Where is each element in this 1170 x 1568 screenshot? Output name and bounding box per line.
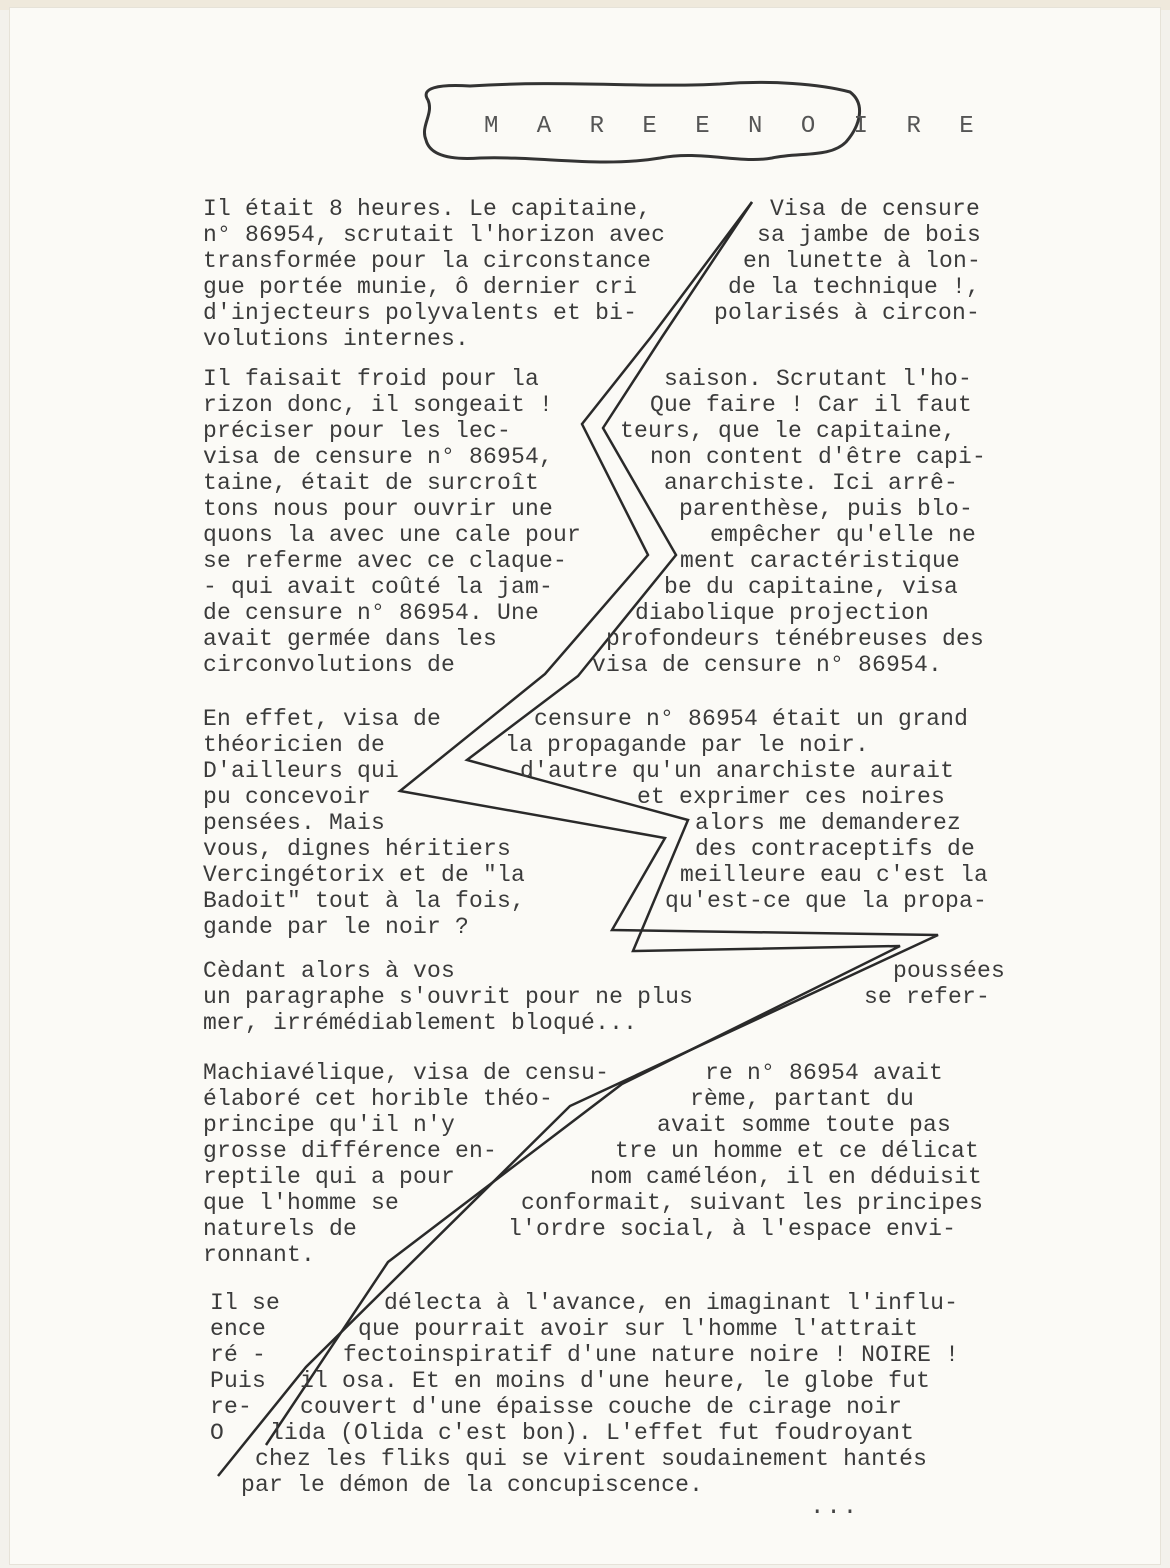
text-line: délecta à l'avance, en imaginant l'influ-	[384, 1290, 959, 1316]
text-line: lida (Olida c'est bon). L'effet fut foudroyant	[270, 1420, 915, 1446]
text-line: Il faisait froid pour la	[203, 366, 540, 392]
text-line: d'autre qu'un anarchiste aurait	[520, 758, 955, 784]
text-line: gande par le noir ?	[203, 914, 470, 940]
text-line: empêcher qu'elle ne	[710, 522, 977, 548]
text-line: ment caractéristique	[680, 548, 961, 574]
text-line: Cèdant alors à vos	[203, 958, 456, 984]
text-line: saison. Scrutant l'ho-	[664, 366, 973, 392]
text-line: Puis	[210, 1368, 267, 1394]
text-line: il osa. Et en moins d'une heure, le globe fut	[300, 1368, 931, 1394]
text-line: qu'est-ce que la propa-	[665, 888, 988, 914]
text-line: volutions internes.	[203, 326, 470, 352]
text-line: théoricien de	[203, 732, 386, 758]
text-line: pu concevoir	[203, 784, 372, 810]
text-line: n° 86954, scrutait l'horizon avec	[203, 222, 666, 248]
text-line: pensées. Mais	[203, 810, 386, 836]
text-line: O	[210, 1420, 225, 1446]
text-line: quons la avec une cale pour	[203, 522, 582, 548]
text-line: ronnant.	[203, 1242, 316, 1268]
text-line: anarchiste. Ici arrê-	[664, 470, 959, 496]
text-line: taine, était de surcroît	[203, 470, 540, 496]
text-line: d'injecteurs polyvalents et bi-	[203, 300, 638, 326]
text-line: mer, irrémédiablement bloqué...	[203, 1010, 638, 1036]
text-line: parenthèse, puis blo-	[679, 496, 974, 522]
text-line: poussées	[893, 958, 1006, 984]
text-line: que l'homme se	[203, 1190, 400, 1216]
text-line: diabolique projection	[635, 600, 930, 626]
text-line: par le démon de la concupiscence.	[241, 1472, 704, 1498]
text-line: que pourrait avoir sur l'homme l'attrait	[358, 1316, 919, 1342]
text-line: reptile qui a pour	[203, 1164, 456, 1190]
text-line: de censure n° 86954. Une	[203, 600, 540, 626]
text-line: un paragraphe s'ouvrit pour ne plus	[203, 984, 694, 1010]
text-line: Il était 8 heures. Le capitaine,	[203, 196, 652, 222]
text-line: et exprimer ces noires	[637, 784, 946, 810]
text-line: transformée pour la circonstance	[203, 248, 652, 274]
text-line: be du capitaine, visa	[664, 574, 959, 600]
text-line: - qui avait coûté la jam-	[203, 574, 554, 600]
text-line: profondeurs ténébreuses des	[606, 626, 985, 652]
text-line: des contraceptifs de	[695, 836, 976, 862]
text-line: Visa de censure	[770, 196, 981, 222]
text-line: grosse différence en-	[203, 1138, 498, 1164]
text-line: de la technique !,	[728, 274, 981, 300]
text-line: D'ailleurs qui	[203, 758, 400, 784]
text-line: Que faire ! Car il faut	[650, 392, 973, 418]
text-line: non content d'être capi-	[650, 444, 987, 470]
text-line: rizon donc, il songeait !	[203, 392, 554, 418]
text-line: principe qu'il n'y	[203, 1112, 456, 1138]
text-line: re-	[210, 1394, 253, 1420]
text-line: visa de censure n° 86954.	[592, 652, 943, 678]
text-line: la propagande par le noir.	[505, 732, 870, 758]
text-line: re n° 86954 avait	[705, 1060, 944, 1086]
text-line: ence	[210, 1316, 267, 1342]
text-line: En effet, visa de	[203, 706, 442, 732]
text-line: meilleure eau c'est la	[680, 862, 989, 888]
text-line: censure n° 86954 était un grand	[534, 706, 969, 732]
text-line: polarisés à circon-	[714, 300, 981, 326]
text-line: fectoinspiratif d'une nature noire ! NOIRE !	[343, 1342, 960, 1368]
text-line: se refer-	[864, 984, 991, 1010]
page-title: M A R E E N O I R E	[484, 113, 986, 140]
text-line: se referme avec ce claque-	[203, 548, 568, 574]
text-line: alors me demanderez	[695, 810, 962, 836]
text-line: naturels de	[203, 1216, 358, 1242]
ellipsis-ending: ...	[810, 1494, 860, 1521]
text-line: gue portée munie, ô dernier cri	[203, 274, 638, 300]
text-line: ré -	[210, 1342, 267, 1368]
text-line: conformait, suivant les principes	[521, 1190, 984, 1216]
text-line: circonvolutions de	[203, 652, 456, 678]
text-line: en lunette à lon-	[743, 248, 982, 274]
text-line: vous, dignes héritiers	[203, 836, 512, 862]
text-line: préciser pour les lec-	[203, 418, 512, 444]
text-line: tons nous pour ouvrir une	[203, 496, 554, 522]
text-line: avait somme toute pas	[657, 1112, 952, 1138]
text-line: Il se	[210, 1290, 281, 1316]
text-line: visa de censure n° 86954,	[203, 444, 554, 470]
text-line: nom caméléon, il en déduisit	[590, 1164, 983, 1190]
text-line: Vercingétorix et de "la	[203, 862, 526, 888]
text-line: rème, partant du	[690, 1086, 915, 1112]
text-line: Badoit" tout à la fois,	[203, 888, 526, 914]
text-line: Machiavélique, visa de censu-	[203, 1060, 610, 1086]
text-line: tre un homme et ce délicat	[615, 1138, 980, 1164]
text-line: élaboré cet horible théo-	[203, 1086, 554, 1112]
text-line: avait germée dans les	[203, 626, 498, 652]
text-line: sa jambe de bois	[757, 222, 982, 248]
text-line: l'ordre social, à l'espace envi-	[508, 1216, 957, 1242]
text-line: chez les fliks qui se virent soudainement hantés	[255, 1446, 928, 1472]
text-line: couvert d'une épaisse couche de cirage noir	[300, 1394, 903, 1420]
text-line: teurs, que le capitaine,	[620, 418, 957, 444]
